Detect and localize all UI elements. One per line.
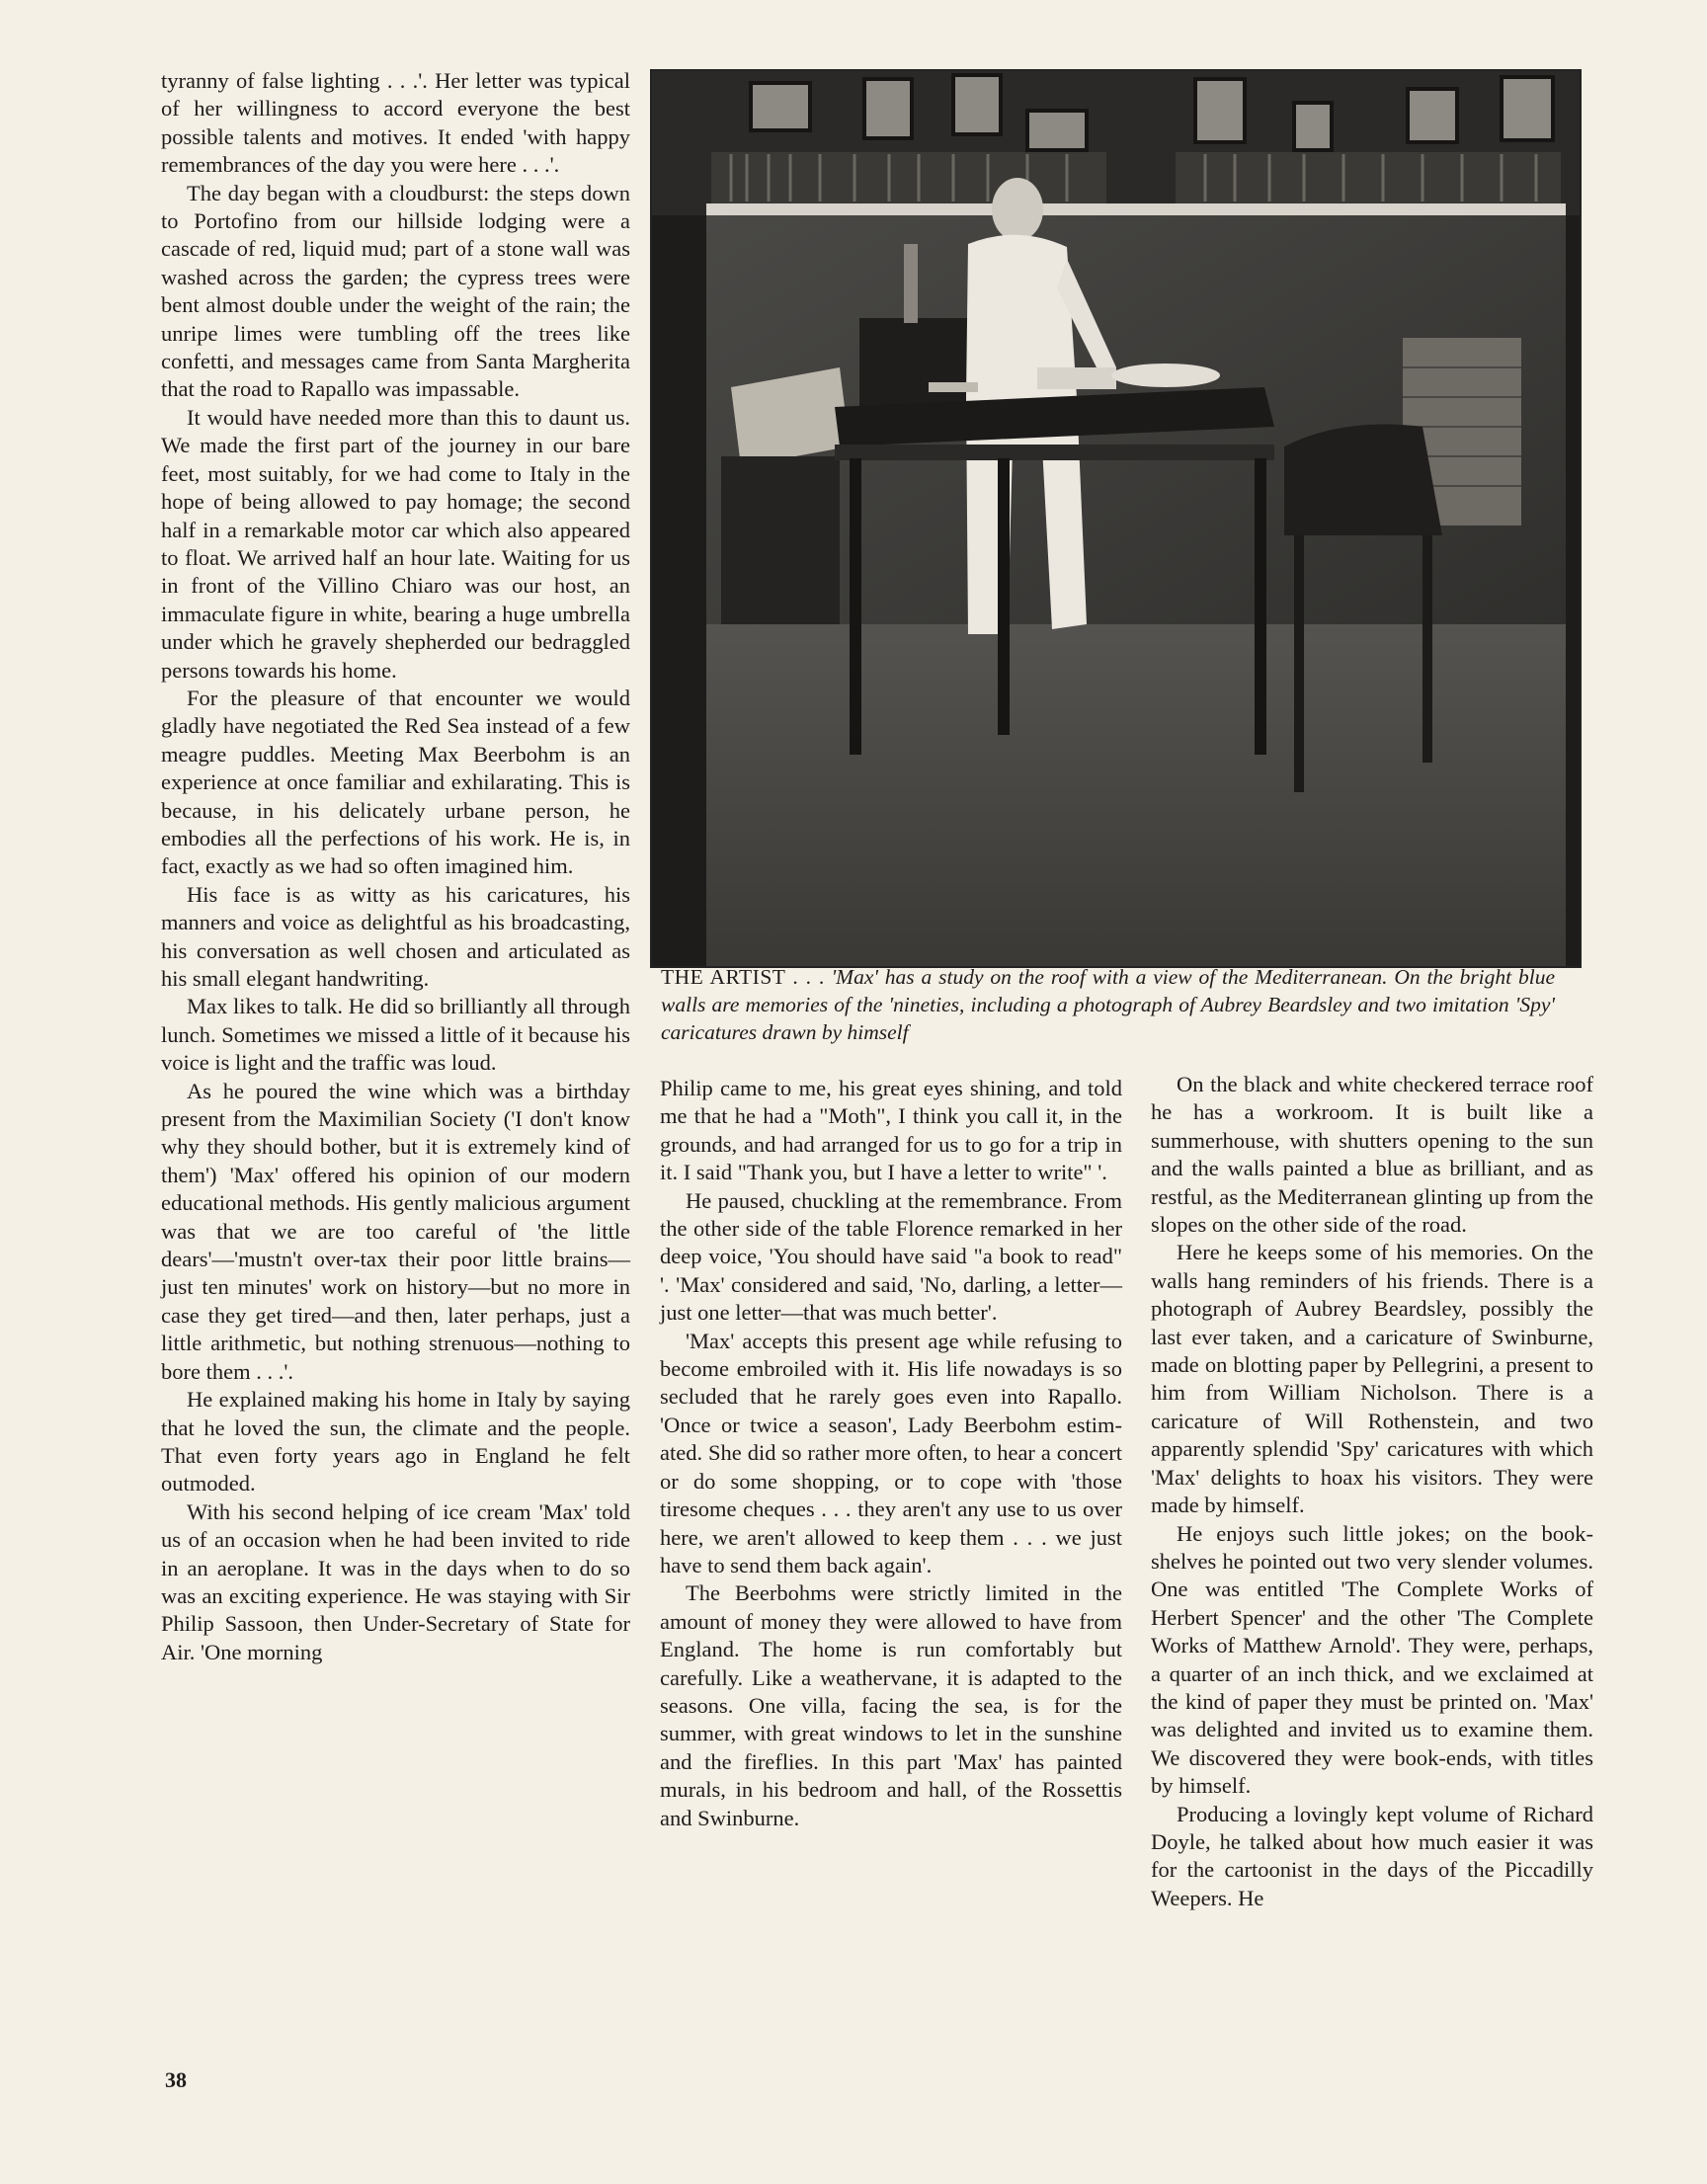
paragraph: He explained making his home in Italy by saying that he loved the sun, the climate and the people. That even forty years ago in England he felt outmoded. — [161, 1387, 630, 1496]
paragraph: tyranny of false lighting . . .'. Her letter was typical of her willingness to accord everyone the best possible talents and motives. It ended 'with happy remembrances of the day you were here . . .'. — [161, 68, 630, 178]
paragraph: 'Max' accepts this present age while refusing to become embroiled with it. His life nowadays is so secluded that he rarely goes even into Rapallo. 'Once or twice a season', Lady Beerbohm estimated. She did so rather more often, to hear a concert or do some shopping, or to cope with 'those tiresome cheques . . . they aren't any use to us over here, we aren't allowed to keep them . . . we just have to send them back again'. — [660, 1328, 1122, 1577]
article-photograph — [650, 69, 1582, 968]
paragraph: With his second helping of ice cream 'Max' told us of an occasion when he had been invited to ride in an aeroplane. It was in the days when to do so was an exciting experience. He was staying with Sir Philip Sassoon, then Under-Secretary of State for Air. 'One morning — [161, 1498, 630, 1664]
text-column-left — [161, 67, 630, 1666]
page-number: 38 — [165, 2067, 187, 2092]
paragraph: It would have needed more than this to daunt us. We made the first part of the journey in our bare feet, most suitably, for we had come to Italy in the hope of being allowed to pay homage; the second half in a remarkable motor car which also appeared to float. We arrived half an hour late. Waiting for us in front of the Villino Chiaro was our host, an immaculate figure in white, bearing a huge umbrella under which he gravely shepherded our bedraggled persons towards his home. — [161, 404, 630, 683]
paragraph: As he poured the wine which was a birthday present from the Maximilian Society ('I don't know why they should bother, but it is extremely kind of them') 'Max' offered his opinion of our modern educational methods. His gently malicious argument was that we are too careful of 'the little dears'—'mustn't over-tax their poor little brains—just ten minutes' work on history—but no more in case they get tired—and then, later perhaps, just a little arithmetic, but nothing strenuous—nothing to bore them . . .'. — [161, 1078, 630, 1384]
caption-text: 'Max' has a study on the roof with a view of the Mediterranean. On the bright blue walls are memories of the 'nineties, including a photograph of Aubrey Beardsley and two imitation 'Spy' caricatures drawn by himself — [661, 965, 1555, 1044]
photo-caption — [661, 963, 1555, 1046]
photo-illustration — [652, 71, 1580, 966]
paragraph: He paused, chuckling at the remembrance. From the other side of the table Florence remarked in her deep voice, 'You should have said "a book to read" '. 'Max' considered and said, 'No, darling, a letter—just one letter—that was much better'. — [660, 1187, 1122, 1326]
paragraph: The day began with a cloudburst: the steps down to Portofino from our hillside lodging were a cascade of red, liquid mud; part of a stone wall was washed across the garden; the cypress trees were bent almost double under the weight of the rain; the unripe limes were tumbling off the trees like confetti, and messages came from Santa Margherita that the road to Rapallo was impassable. — [161, 180, 630, 402]
text-column-right — [1151, 1071, 1593, 1912]
paragraph: The Beerbohms were strictly limited in the amount of money they were allowed to have from England. The home is run comfortably but carefully. Like a weathervane, it is adapted to the seasons. One villa, facing the sea, is for the summer, with great windows to let in the sunshine and the fireflies. In this part 'Max' has painted murals, in his bedroom and hall, of the Rossettis and Swinburne. — [660, 1580, 1122, 1830]
paragraph: His face is as witty as his caricatures, his manners and voice as delightful as his broadcasting, his conversation as well chosen and articulated as his small elegant handwriting. — [161, 881, 630, 991]
paragraph: Philip came to me, his great eyes shining, and told me that he had a "Moth", I think you call it, in the grounds, and had arranged for us to go for a trip in it. I said "Thank you, but I have a letter to write" '. — [660, 1076, 1122, 1185]
paragraph: On the black and white checkered terrace roof he has a workroom. It is built like a summerhouse, with shutters opening to the sun and the walls painted a blue as brilliant, and as restful, as the Mediterranean glinting up from the slopes on the other side of the road. — [1151, 1072, 1593, 1238]
text-column-middle — [660, 1075, 1122, 1832]
paragraph: Producing a lovingly kept volume of Richard Doyle, he talked about how much easier it was for the cartoonist in the days of the Piccadilly Weepers. He — [1151, 1801, 1593, 1910]
paragraph: He enjoys such little jokes; on the book-shelves he pointed out two very slender volumes. One was entitled 'The Complete Works of Herbert Spencer' and the other 'The Complete Works of Matthew Arnold'. They were, perhaps, a quarter of an inch thick, and we exclaimed at the kind of paper they must be printed on. 'Max' was delighted and invited us to examine them. We discovered they were book-ends, with titles by himself. — [1151, 1520, 1593, 1799]
paragraph: Max likes to talk. He did so brilliantly all through lunch. Sometimes we missed a little of it because his voice is light and the traffic was loud. — [161, 994, 630, 1076]
paragraph: For the pleasure of that encounter we would gladly have negotiated the Red Sea instead of a few meagre puddles. Meeting Max Beerbohm is an experience at once familiar and exhilarating. This is because, in his delicately urbane person, he embodies all the perfections of his work. He is, in fact, exactly as we had so often imagined him. — [161, 685, 630, 879]
paragraph: Here he keeps some of his memories. On the walls hang reminders of his friends. There is a photograph of Aubrey Beardsley, possibly the last ever taken, and a caricature of Swinburne, made on blotting paper by Pellegrini, a present to him from William Nicholson. There is a caricature of Will Rothenstein, and two apparently splendid 'Spy' caricatures with which 'Max' delights to hoax his visitors. They were made by himself. — [1151, 1240, 1593, 1518]
caption-lead: THE ARTIST . . . — [661, 965, 825, 989]
